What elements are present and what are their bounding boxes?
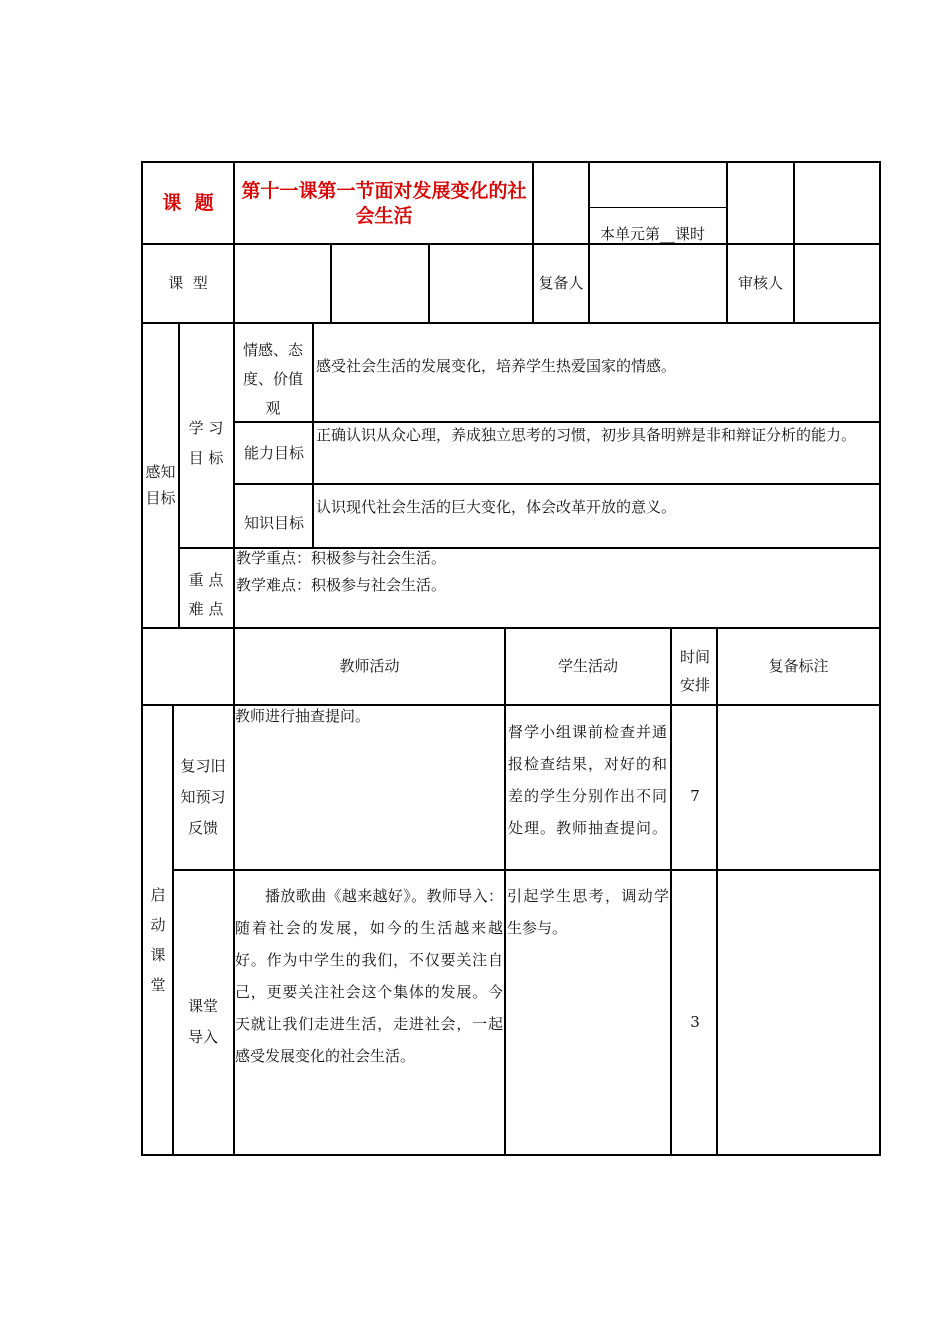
topic-label: 课 题 — [162, 191, 214, 214]
rule — [312, 322, 314, 548]
rule — [428, 243, 430, 323]
rule — [141, 627, 143, 1156]
topic-title: 第十一课第一节面对发展变化的社会生活 — [241, 180, 527, 227]
rule — [879, 627, 881, 1156]
time-value: 7 — [690, 786, 700, 805]
rule — [330, 243, 332, 323]
difficulty-point: 教学难点：积极参与社会生活。 — [236, 576, 447, 594]
student-activity-header: 学生活动 — [557, 657, 618, 675]
objectives-group-label: 感知目标 — [145, 463, 176, 507]
rule — [172, 704, 174, 1156]
type-label: 课 型 — [168, 274, 208, 292]
rule — [588, 161, 590, 323]
rule — [879, 161, 881, 629]
rule — [793, 161, 795, 323]
rule — [233, 322, 235, 629]
section-label: 启动课堂 — [150, 886, 166, 994]
study-objectives-label: 学 习 目 标 — [188, 419, 224, 467]
rule — [233, 483, 881, 485]
teacher-activity: 教师进行抽查提问。 — [235, 707, 371, 725]
teacher-activity: 播放歌曲《越来越好》。教师导入：随着社会的发展，如今的生活越来越好。作为中学生的我们，不仅要关注自己，更要关注社会这个集体的发展。今天就让我们走进生活，走进社会，一起感受发展变化的社会生活。 — [235, 887, 503, 1065]
objective-text: 认识现代社会生活的巨大变化，体会改革开放的意义。 — [316, 498, 677, 516]
notes-value — [720, 708, 876, 732]
key-point: 教学重点：积极参与社会生活。 — [236, 549, 447, 567]
unit-hours: 本单元第__课时 — [600, 225, 706, 243]
rule — [141, 1154, 881, 1156]
objective-text: 正确认识从众心理，养成独立思考的习惯，初步具备明辨是非和辩证分析的能力。 — [316, 426, 857, 444]
student-activity: 引起学生思考，调动学生参与。 — [507, 887, 669, 937]
rule — [716, 627, 718, 1156]
rule — [141, 322, 881, 324]
time-value: 3 — [690, 1012, 700, 1031]
rule — [504, 627, 506, 1156]
objective-label: 情感、态度、价值观 — [242, 340, 303, 417]
key-difficulty-label: 重 点 难 点 — [188, 571, 224, 618]
phase-label: 课堂导入 — [187, 997, 218, 1046]
notes-header: 复备标注 — [768, 657, 829, 675]
rule — [178, 322, 180, 629]
notes-value — [720, 874, 876, 898]
rule — [670, 627, 672, 1156]
prep-label: 复备人 — [538, 274, 584, 292]
rule — [588, 207, 726, 208]
rule — [141, 161, 881, 163]
student-activity: 督学小组课前检查并通报检查结果，对好的和差的学生分别作出不同处理。教师抽查提问。 — [508, 723, 668, 837]
time-header: 时间安排 — [679, 648, 710, 694]
reviewer-label: 审核人 — [737, 274, 783, 292]
rule — [233, 161, 235, 323]
objective-text: 感受社会生活的发展变化，培养学生热爱国家的情感。 — [316, 357, 677, 375]
objective-label: 能力目标 — [243, 443, 304, 462]
phase-label: 复习旧知预习反馈 — [180, 756, 226, 837]
teacher-activity-header: 教师活动 — [339, 657, 400, 675]
objective-label: 知识目标 — [243, 513, 304, 532]
